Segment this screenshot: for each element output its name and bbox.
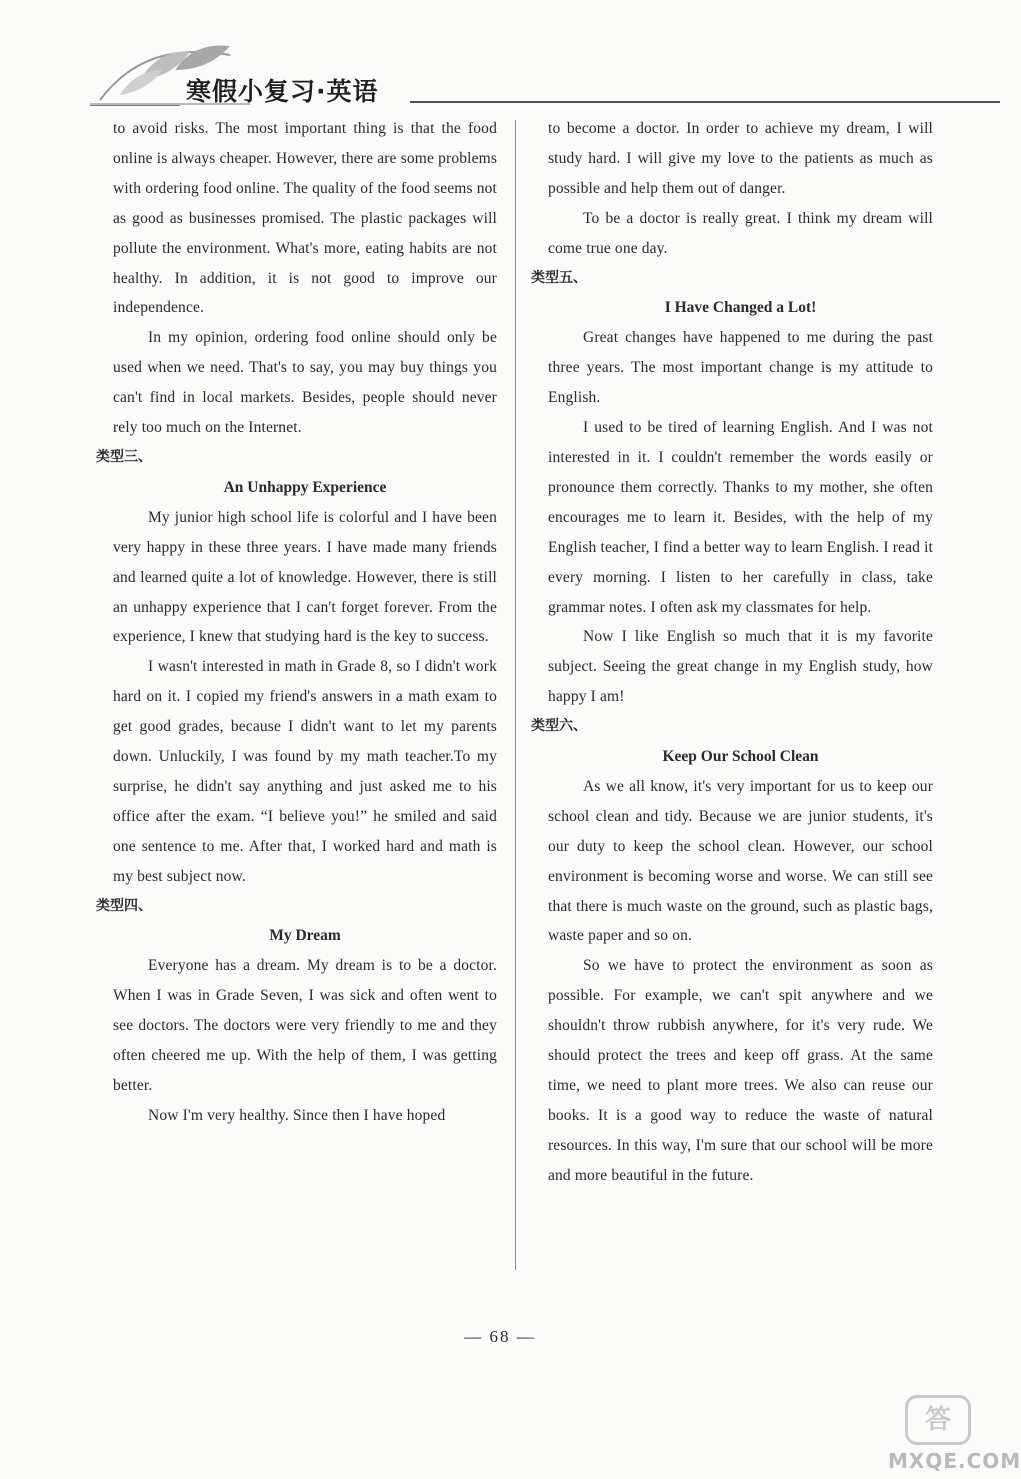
essay-paragraph: Great changes have happened to me during the past three years. The most important change is my attitude to English. <box>548 329 933 407</box>
essay-paragraph: Now I'm very healthy. Since then I have hoped <box>148 1106 446 1124</box>
essay-paragraph: I wasn't interested in math in Grade 8, so I didn't work hard on it. I copied my friend's answers in a math exam to get good grades, because I didn't want to let my parents down. Unluckily, I was found by my math teacher.To my surprise, he didn't say anything and just asked me to his office after the exam. “I believe you!” he smiled and said one sentence to me. After that, I worked hard and math is my best subject now. <box>113 658 497 885</box>
essay-paragraph: So we have to protect the environment as soon as possible. For example, we can't spit anywhere and we shouldn't throw rubbish anywhere, for it's very rude. We should protect the trees and keep off grass. At the same time, we need to plant more trees. We also can reuse our books. It is a good way to reduce the waste of natural resources. In this way, I'm sure that our school will be more and more beautiful in the future. <box>548 957 933 1184</box>
essay-paragraph: As we all know, it's very important for us to keep our school clean and tidy. Because we are junior students, it's our duty to keep the school clean. However, our school environment is becoming worse and worse. We can still see that there is much waste on the ground, such as plastic bags, waste paper and so on. <box>548 777 933 945</box>
essay-paragraph: Now I like English so much that it is my favorite subject. Seeing the great change in my English study, how happy I am! <box>548 628 933 706</box>
essay-title: My Dream <box>269 927 341 945</box>
section-label: 类型三、 <box>96 448 152 465</box>
section-label: 类型四、 <box>96 897 152 914</box>
section-label: 类型五、 <box>531 269 587 286</box>
watermark-text: MXQE.COM <box>888 1449 1021 1473</box>
essay-paragraph: In my opinion, ordering food online should only be used when we need. That's to say, you may buy things you can't find in local markets. Besides, people should never rely too much on the Internet. <box>113 329 497 437</box>
watermark-icon: 答 <box>905 1395 971 1445</box>
watermark-logo <box>888 1395 1021 1473</box>
header-rule <box>410 101 1000 103</box>
essay-title: An Unhappy Experience <box>223 478 387 496</box>
page-header-title: 寒假小复习·英语 <box>186 77 379 106</box>
section-label: 类型六、 <box>531 718 587 735</box>
essay-title: Keep Our School Clean <box>662 748 819 766</box>
essay-paragraph: Everyone has a dream. My dream is to be a doctor. When I was in Grade Seven, I was sick and often went to see doctors. The doctors were very friendly to me and they often cheered me up. With the help of them, I was getting better. <box>113 957 497 1094</box>
right-column <box>531 114 933 1191</box>
left-column <box>96 114 497 1131</box>
essay-paragraph: To be a doctor is really great. I think my dream will come true one day. <box>548 209 933 257</box>
essay-paragraph: I used to be tired of learning English. And I was not interested in it. I couldn't remember the words easily or pronounce them correctly. Thanks to my mother, she often encourages me to learn it. Besides, with the help of my English teacher, I find a better way to learn English. I read it every morning. I listen to her carefully in class, take grammar notes. I often ask my classmates for help. <box>548 419 933 616</box>
essay-paragraph: to become a doctor. In order to achieve my dream, I will study hard. I will give my love to the patients as much as possible and help them out of danger. <box>548 120 933 197</box>
page-number: — 68 — <box>464 1327 536 1346</box>
column-divider <box>515 120 516 1270</box>
essay-paragraph: My junior high school life is colorful and I have been very happy in these three years. I have made many friends and learned quite a lot of knowledge. However, there is still an unhappy experience that I can't forget forever. From the experience, I knew that studying hard is the key to success. <box>113 508 497 646</box>
essay-paragraph: to avoid risks. The most important thing is that the food online is always cheaper. However, there are some problems with ordering food online. The quality of the food seems not as good as businesses promised. The plastic packages will pollute the environment. What's more, eating habits are not healthy. In addition, it is not good to improve our independence. <box>113 120 497 317</box>
essay-title: I Have Changed a Lot! <box>664 299 817 317</box>
page-header <box>0 0 1000 118</box>
